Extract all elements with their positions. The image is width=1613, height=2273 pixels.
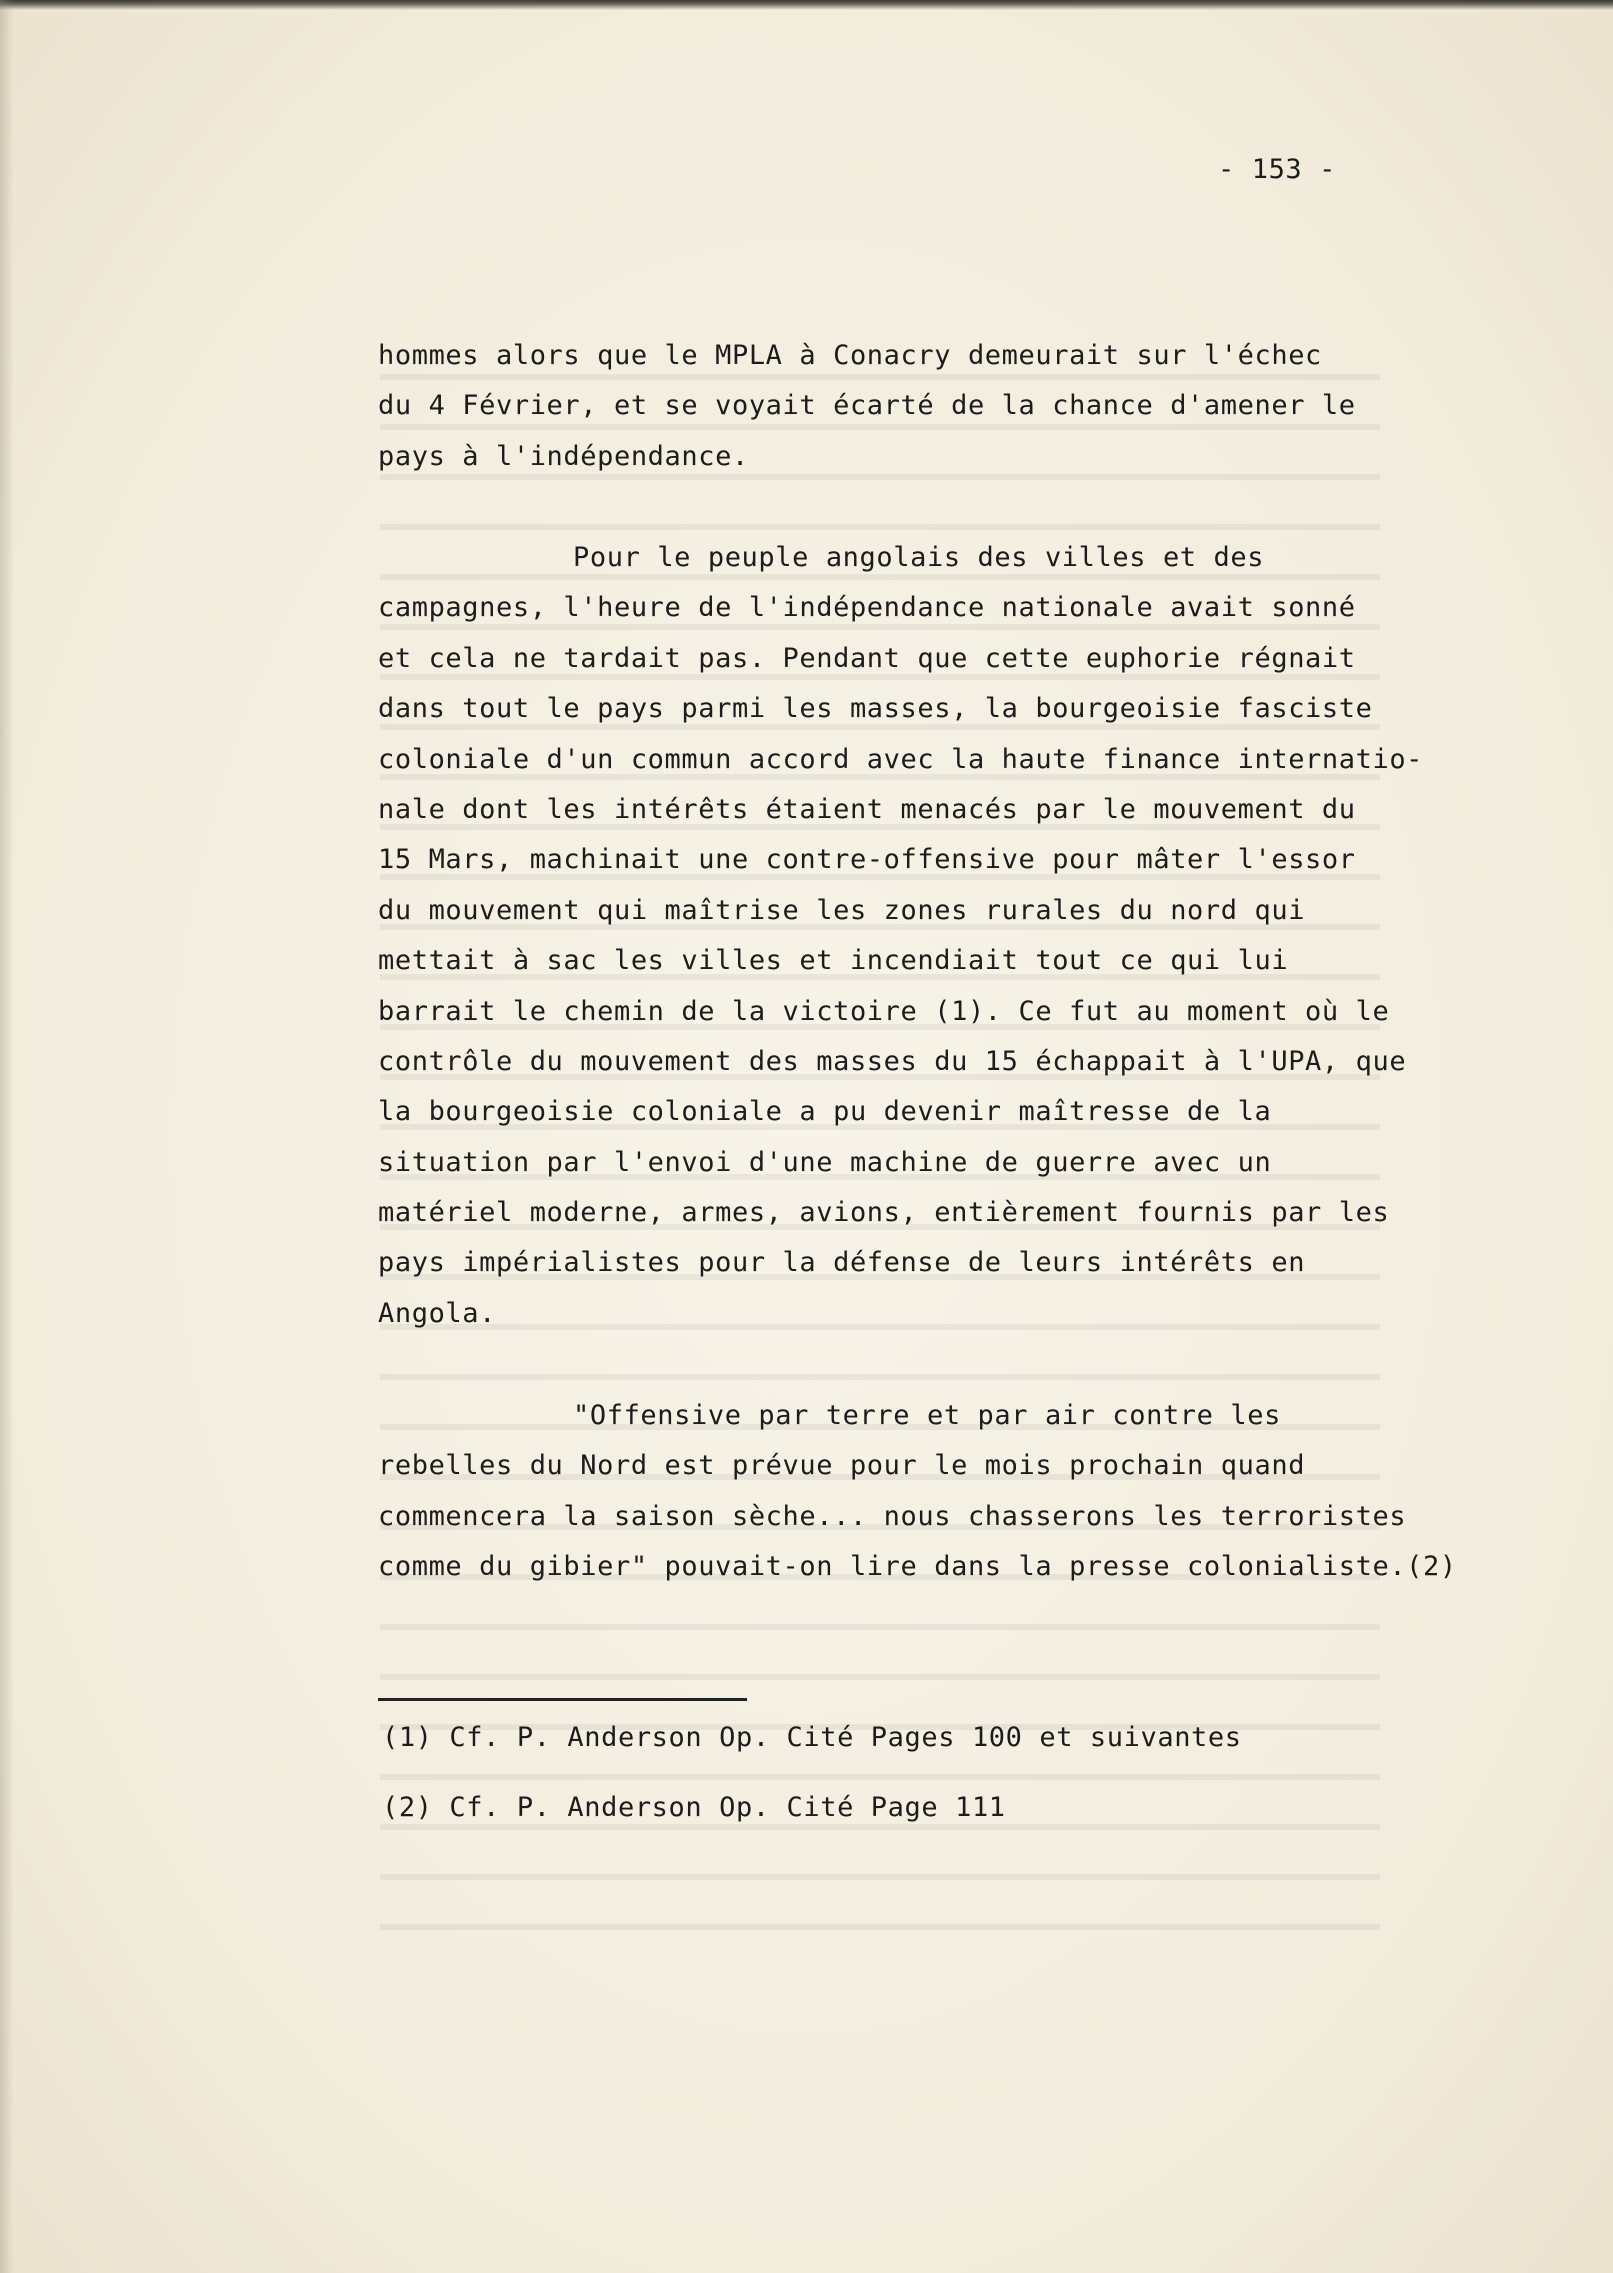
- text-line: Angola.: [378, 1297, 496, 1329]
- text-line: Pour le peuple angolais des villes et des: [573, 542, 1265, 573]
- text-line: comme du gibier" pouvait-on lire dans la presse colonialiste.(2): [378, 1551, 1457, 1583]
- paragraph-2: [378, 533, 1528, 1339]
- paragraph-3-quote: [378, 1391, 1528, 1593]
- text-line: "Offensive par terre et par air contre les: [573, 1400, 1281, 1431]
- paragraph-1: [378, 331, 1528, 482]
- text-line: coloniale d'un commun accord avec la haute finance internatio-: [378, 743, 1424, 775]
- footnote-1: (1) Cf. P. Anderson Op. Cité Pages 100 et suivantes: [382, 1722, 1242, 1753]
- text-line: campagnes, l'heure de l'indépendance nationale avait sonné: [378, 592, 1356, 624]
- page-left-shadow: [0, 0, 14, 2273]
- footnote-separator: [378, 1698, 747, 1701]
- page-top-edge: [0, 0, 1613, 10]
- text-line: la bourgeoisie coloniale a pu devenir maîtresse de la: [378, 1096, 1272, 1128]
- text-line: pays impérialistes pour la défense de leurs intérêts en: [378, 1247, 1306, 1279]
- text-line: commencera la saison sèche... nous chasserons les terroristes: [378, 1500, 1407, 1532]
- text-line: nale dont les intérêts étaient menacés par le mouvement du: [378, 793, 1356, 825]
- text-line: matériel moderne, armes, avions, entièrement fournis par les: [378, 1197, 1390, 1229]
- footnotes: [382, 1712, 1242, 1852]
- page-number: - 153 -: [1218, 154, 1336, 185]
- footnote-2: (2) Cf. P. Anderson Op. Cité Page 111: [382, 1792, 1006, 1823]
- text-line: du 4 Février, et se voyait écarté de la chance d'amener le: [378, 390, 1356, 422]
- text-line: et cela ne tardait pas. Pendant que cette euphorie régnait: [378, 642, 1356, 674]
- text-line: contrôle du mouvement des masses du 15 échappait à l'UPA, que: [378, 1045, 1407, 1077]
- text-line: mettait à sac les villes et incendiait tout ce qui lui: [378, 945, 1289, 977]
- text-line: hommes alors que le MPLA à Conacry demeurait sur l'échec: [378, 340, 1322, 371]
- text-line: 15 Mars, machinait une contre-offensive pour mâter l'essor: [378, 844, 1356, 876]
- text-line: pays à l'indépendance.: [378, 440, 749, 472]
- text-line: dans tout le pays parmi les masses, la bourgeoisie fasciste: [378, 693, 1373, 725]
- text-line: rebelles du Nord est prévue pour le mois prochain quand: [378, 1450, 1306, 1482]
- text-line: barrait le chemin de la victoire (1). Ce fut au moment où le: [378, 995, 1390, 1027]
- text-line: du mouvement qui maîtrise les zones rurales du nord qui: [378, 894, 1306, 926]
- text-line: situation par l'envoi d'une machine de guerre avec un: [378, 1146, 1272, 1178]
